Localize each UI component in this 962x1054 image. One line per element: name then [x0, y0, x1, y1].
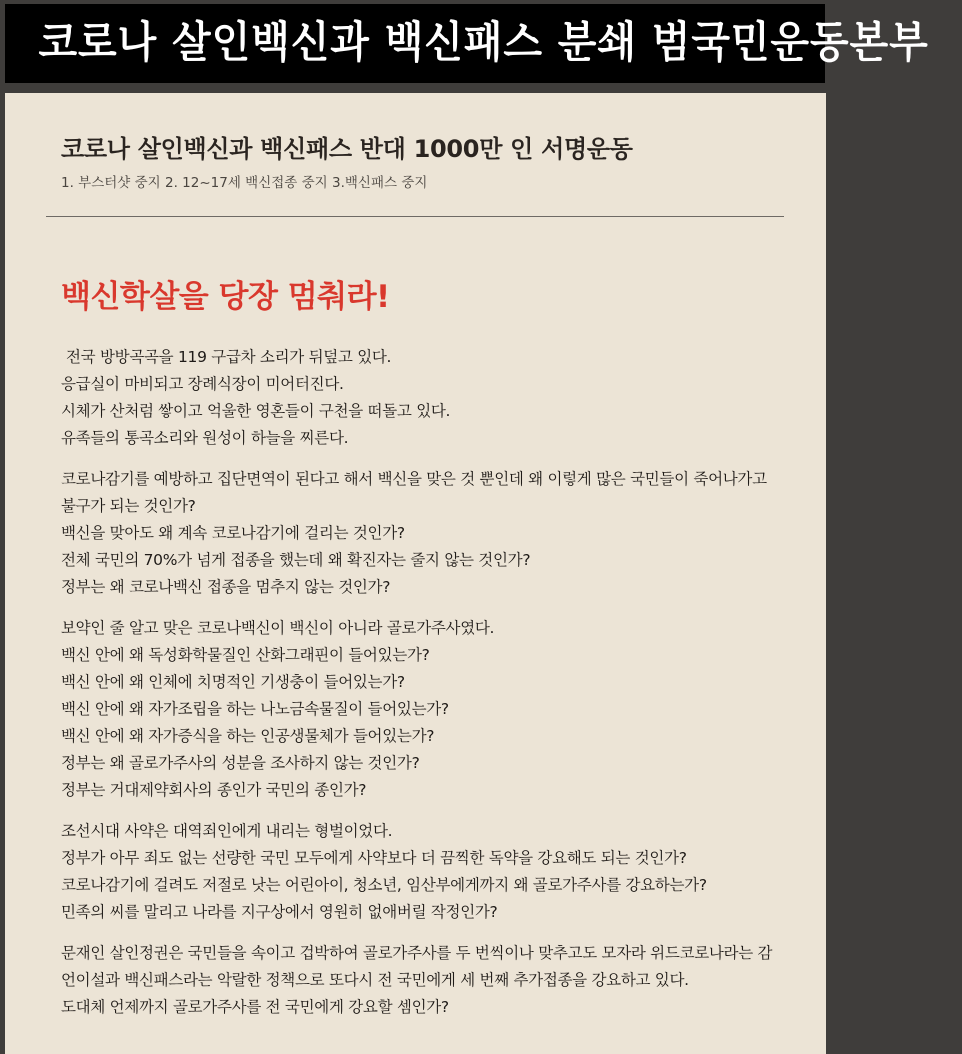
- text-line: 정부는 왜 골로가주사의 성분을 조사하지 않는 것인가?: [61, 754, 420, 772]
- form-subtitle: 1. 부스터샷 중지 2. 12~17세 백신접종 중지 3.백신패스 중지: [61, 175, 428, 191]
- text-line: 응급실이 마비되고 장례식장이 미어터진다.: [61, 375, 344, 393]
- text-line: 보약인 줄 알고 맞은 코로나백신이 백신이 아니라 골로가주사였다.: [61, 619, 495, 637]
- text-line: 코로나감기에 걸려도 저절로 낫는 어린아이, 청소년, 임산부에게까지 왜 골로가주사를 강요하는가?: [61, 876, 707, 894]
- text-line: 전국 방방곡곡을 119 구급차 소리가 뒤덮고 있다.: [66, 348, 392, 366]
- banner-box: [5, 4, 929, 83]
- top-banner: [0, 0, 929, 92]
- text-line: 도대체 언제까지 골로가주사를 전 국민에게 강요할 셈인가?: [61, 998, 449, 1016]
- text-line: 코로나감기를 예방하고 집단면역이 된다고 해서 백신을 맞은 것 뿐인데 왜 이렇게 많은 국민들이 죽어나가고 불구가 되는 것인가?: [61, 470, 767, 515]
- text-line: 문재인 살인정권은 국민들을 속이고 겁박하여 골로가주사를 두 번씩이나 맞추고도 모자라 위드코로나라는 감언이설과 백신패스라는 악랄한 정책으로 또다시 전 국민에게 세 번째 추가접종을 강요하고 있다.: [61, 944, 773, 989]
- header-divider: [46, 216, 784, 217]
- paragraph: [61, 818, 781, 926]
- text-line: 조선시대 사약은 대역죄인에게 내리는 형벌이었다.: [61, 822, 393, 840]
- text-line: 정부가 아무 죄도 없는 선량한 국민 모두에게 사약보다 더 끔찍한 독약을 강요해도 되는 것인가?: [61, 849, 687, 867]
- text-line: 유족들의 통곡소리와 원성이 하늘을 찌른다.: [61, 429, 349, 447]
- paragraph: [61, 940, 781, 1021]
- text-line: 백신 안에 왜 자가조립을 하는 나노금속물질이 들어있는가?: [61, 700, 449, 718]
- paragraph: [61, 344, 781, 452]
- text-line: 정부는 왜 코로나백신 접종을 멈추지 않는 것인가?: [61, 578, 391, 596]
- form-description: [61, 344, 781, 1035]
- text-line: 시체가 산처럼 쌓이고 억울한 영혼들이 구천을 떠돌고 있다.: [61, 402, 451, 420]
- text-line: 민족의 씨를 말리고 나라를 지구상에서 영원히 없애버릴 작정인가?: [61, 903, 498, 921]
- text-line: 정부는 거대제약회사의 종인가 국민의 종인가?: [61, 781, 367, 799]
- text-line: 백신을 맞아도 왜 계속 코로나감기에 걸리는 것인가?: [61, 524, 405, 542]
- form-title: 코로나 살인백신과 백신패스 반대 1000만 인 서명운동: [61, 135, 633, 163]
- text-line: 백신 안에 왜 자가증식을 하는 인공생물체가 들어있는가?: [61, 727, 435, 745]
- text-line: 백신 안에 왜 인체에 치명적인 기생충이 들어있는가?: [61, 673, 405, 691]
- form-card: [5, 93, 826, 1054]
- text-line: 백신 안에 왜 독성화학물질인 산화그래핀이 들어있는가?: [61, 646, 430, 664]
- form-header: [61, 133, 781, 193]
- paragraph: [61, 615, 781, 804]
- text-line: 전체 국민의 70%가 넘게 접종을 했는데 왜 확진자는 줄지 않는 것인가?: [61, 551, 531, 569]
- banner-title: 코로나 살인백신과 백신패스 분쇄 범국민운동본부: [38, 18, 929, 68]
- headline: 백신학살을 당장 멈춰라!: [61, 279, 390, 315]
- paragraph: [61, 466, 781, 601]
